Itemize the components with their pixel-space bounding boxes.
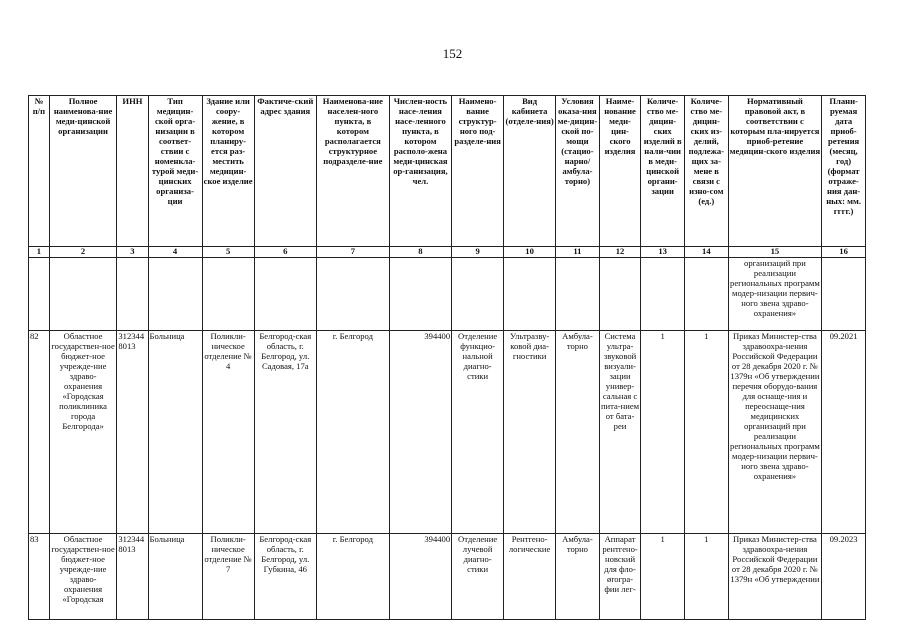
purchase-date-cell: 09.2021 (822, 330, 866, 533)
building-cell: Поликли-ническое отделение № 7 (202, 533, 254, 619)
org-name-cell: Областное государствен-ное бюджет-ное учрежде-ние здраво-охранения «Городская поликлиника города Белгорода» (49, 330, 117, 533)
column-number: 3 (117, 247, 148, 258)
column-number: 16 (822, 247, 866, 258)
cabinet-cell: Рентгено-логические (504, 533, 556, 619)
column-number: 10 (504, 247, 556, 258)
page-number: 152 (442, 46, 463, 61)
population-cell: 394400 (389, 533, 451, 619)
header-cell: ИНН (117, 96, 148, 247)
cabinet-cell: Ультразву-ковой диа-гностики (504, 330, 556, 533)
continuation-act-text: организаций при реализации региональных программ модер-низации первич-ного звена здраво-охранения» (728, 257, 822, 330)
legal-act-cell: Приказ Министер-ства здравоохра-нения Российской Федерации от 28 декабря 2020 г. № 1379н «Об утверждении перечня оборудо-вания для оснаще-ния и переоснаще-ния медицинских организаций при реализации региональных программ модер-низации первич-ного звена здраво-охранения» (728, 330, 822, 533)
device-cell: Аппарат рентгено-новский для фло-ørогра-фии лег- (599, 533, 641, 619)
building-cell: Поликли-ническое отделение № 4 (202, 330, 254, 533)
header-cell: Здание или соору-жение, в котором планиру-ется раз-местить медицин-ское изделие (202, 96, 254, 247)
header-cell: Полное наименова-ние меди-цинской организации (49, 96, 117, 247)
continuation-row (29, 257, 866, 330)
locality-cell: г. Белгород (316, 533, 389, 619)
column-number: 5 (202, 247, 254, 258)
device-cell: Система ультра-звуковой визуали-зации универ-сальная с пита-нием от бата-реи (599, 330, 641, 533)
purchase-date-cell: 09.2023 (822, 533, 866, 619)
inn-cell: 312344 8013 (117, 330, 148, 533)
header-cell: Количе-ство ме-дицин-ских из-делий, подлежа-щих за-мене в связи с изно-сом (ед.) (684, 96, 728, 247)
header-cell: Плани-руемая дата приоб-ретения (месяц, год) (формат отраже-ния дан-ных: мм. гггг.) (822, 96, 866, 247)
conditions-cell: Амбула-торно (556, 533, 600, 619)
population-cell: 394400 (389, 330, 451, 533)
org-type-cell: Больница (148, 533, 202, 619)
qty-replace-cell: 1 (684, 533, 728, 619)
org-name-cell: Областное государствен-ное бюджет-ное учрежде-ние здраво-охранения «Городская (49, 533, 117, 619)
inn-cell: 312344 8013 (117, 533, 148, 619)
conditions-cell: Амбула-торно (556, 330, 600, 533)
column-number: 1 (29, 247, 50, 258)
header-cell: Условия оказа-ния ме-дицин-ской по-мощи (стацио-нарно/ амбула-торно) (556, 96, 600, 247)
column-number: 12 (599, 247, 641, 258)
header-cell: Наименова-ние населен-ного пункта, в котором располагается структурное подразделе-ние (316, 96, 389, 247)
column-number: 11 (556, 247, 600, 258)
row-number: 83 (29, 533, 50, 619)
locality-cell: г. Белгород (316, 330, 389, 533)
column-number: 4 (148, 247, 202, 258)
column-number: 14 (684, 247, 728, 258)
org-type-cell: Больница (148, 330, 202, 533)
header-cell: Фактиче-ский адрес здания (254, 96, 316, 247)
column-number: 9 (452, 247, 504, 258)
unit-cell: Отделение лучевой диагно-стики (452, 533, 504, 619)
header-cell: Количе-ство ме-дицин-ских изделий в нали-чии в меди-цинской органи-зации (641, 96, 685, 247)
column-number-row (29, 247, 866, 258)
column-number: 8 (389, 247, 451, 258)
header-cell: Нормативный правовой акт, в соответствии с которым пла-нируется приоб-ретение медицин-ского изделия (728, 96, 822, 247)
header-cell: № п/п (29, 96, 50, 247)
header-cell: Вид кабинета (отделе-ния) (504, 96, 556, 247)
address-cell: Белгород-ская область, г. Белгород, ул. Губкина, 46 (254, 533, 316, 619)
column-number: 6 (254, 247, 316, 258)
address-cell: Белгород-ская область, г. Белгород, ул. Садовая, 17а (254, 330, 316, 533)
header-cell: Числен-ность насе-ления насе-ленного пункта, в котором располо-жена меди-цинская ор-ганизация, чел. (389, 96, 451, 247)
header-row (29, 96, 866, 247)
header-cell: Тип медицин-ской орга-низации в соответ-ствии с номенкла-турой меди-цинских организа-ции (148, 96, 202, 247)
qty-available-cell: 1 (641, 330, 685, 533)
table-row (29, 533, 866, 619)
equipment-table (28, 95, 866, 620)
qty-available-cell: 1 (641, 533, 685, 619)
table-row (29, 330, 866, 533)
column-number: 15 (728, 247, 822, 258)
unit-cell: Отделение функцио-нальной диагно-стики (452, 330, 504, 533)
header-cell: Наиме-нование меди-цин-ского изделия (599, 96, 641, 247)
header-cell: Наимено-вание структур-ного под-разделе-ния (452, 96, 504, 247)
column-number: 13 (641, 247, 685, 258)
legal-act-cell: Приказ Министер-ства здравоохра-нения Российской Федерации от 28 декабря 2020 г. № 1379н «Об утверждении (728, 533, 822, 619)
qty-replace-cell: 1 (684, 330, 728, 533)
row-number: 82 (29, 330, 50, 533)
column-number: 7 (316, 247, 389, 258)
column-number: 2 (49, 247, 117, 258)
